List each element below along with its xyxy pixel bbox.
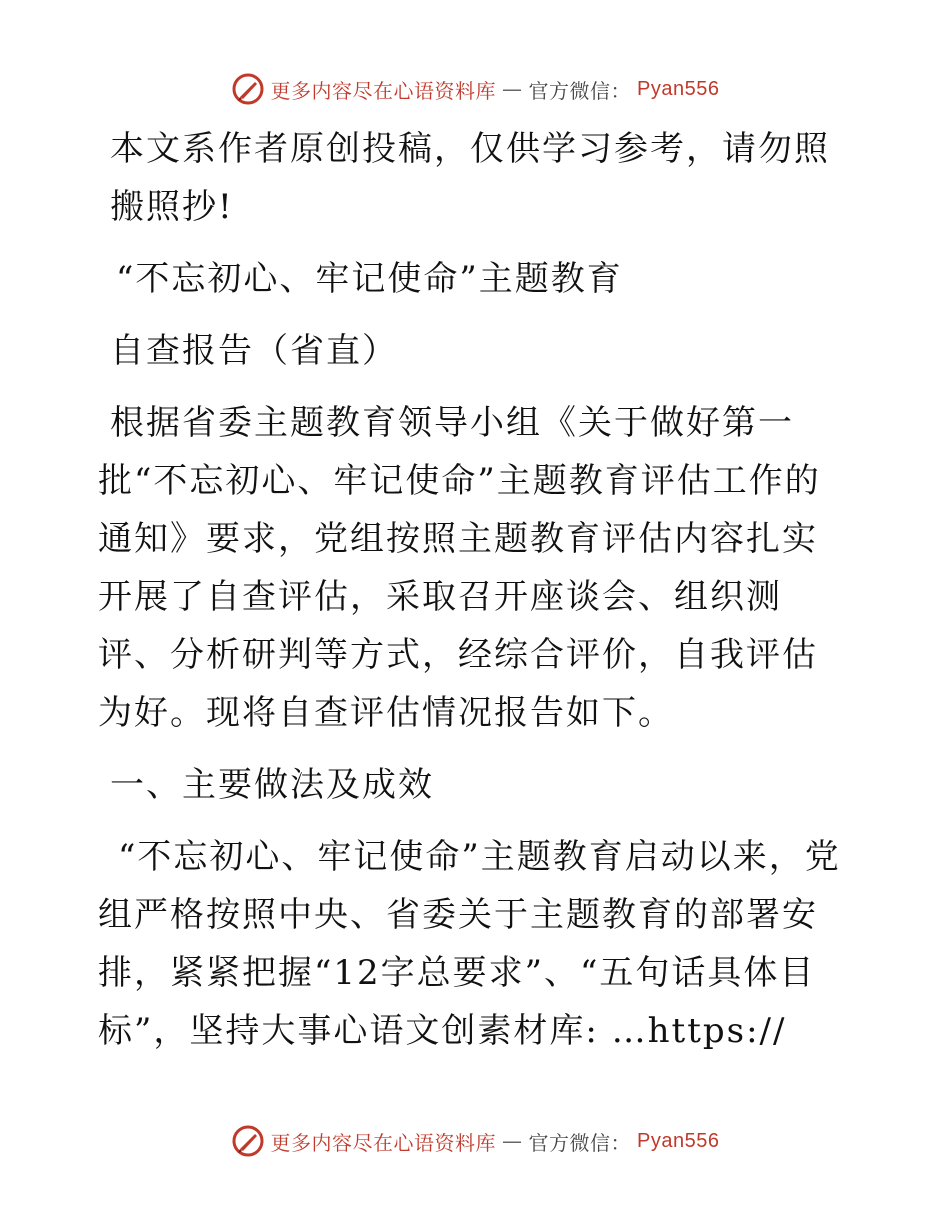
- watermark-text: 更多内容尽在心语资料库: [270, 78, 497, 103]
- document-body: [98, 120, 850, 1074]
- watermark-official-label: 官方微信：: [528, 78, 632, 103]
- watermark-wechat-id: Pyan556: [637, 1129, 720, 1152]
- watermark-official-label: 官方微信：: [528, 1130, 632, 1155]
- notice-text: 本文系作者原创投稿，仅供学习参考，请勿照搬照抄!: [110, 129, 830, 227]
- section-heading: 一、主要做法及成效: [110, 765, 434, 805]
- header-watermark: [0, 72, 950, 106]
- paragraph-body: “不忘初心、牢记使命”主题教育启动以来，党组严格按照中央、省委关于主题教育的部署安排，紧紧把握“12字总要求”、“五句话具体目标”，坚持大事心语文创素材库: …https://: [98, 837, 841, 1051]
- watermark-wechat-id: Pyan556: [637, 77, 720, 100]
- watermark-text: 更多内容尽在心语资料库: [270, 1130, 497, 1155]
- footer-watermark: [0, 1124, 950, 1158]
- watermark-separator: —: [502, 77, 523, 101]
- quill-logo-icon: [231, 72, 265, 106]
- quill-logo-icon: [231, 1124, 265, 1158]
- document-subtitle: 自查报告（省直）: [110, 331, 398, 371]
- watermark-separator: —: [502, 1129, 523, 1153]
- paragraph-intro: 根据省委主题教育领导小组《关于做好第一批“不忘初心、牢记使命”主题教育评估工作的通知》要求，党组按照主题教育评估内容扎实开展了自查评估，采取召开座谈会、组织测评、分析研判等方式，经综合评价，自我评估为好。现将自查评估情况报告如下。: [98, 403, 821, 733]
- document-title: “不忘初心、牢记使命”主题教育: [116, 259, 623, 299]
